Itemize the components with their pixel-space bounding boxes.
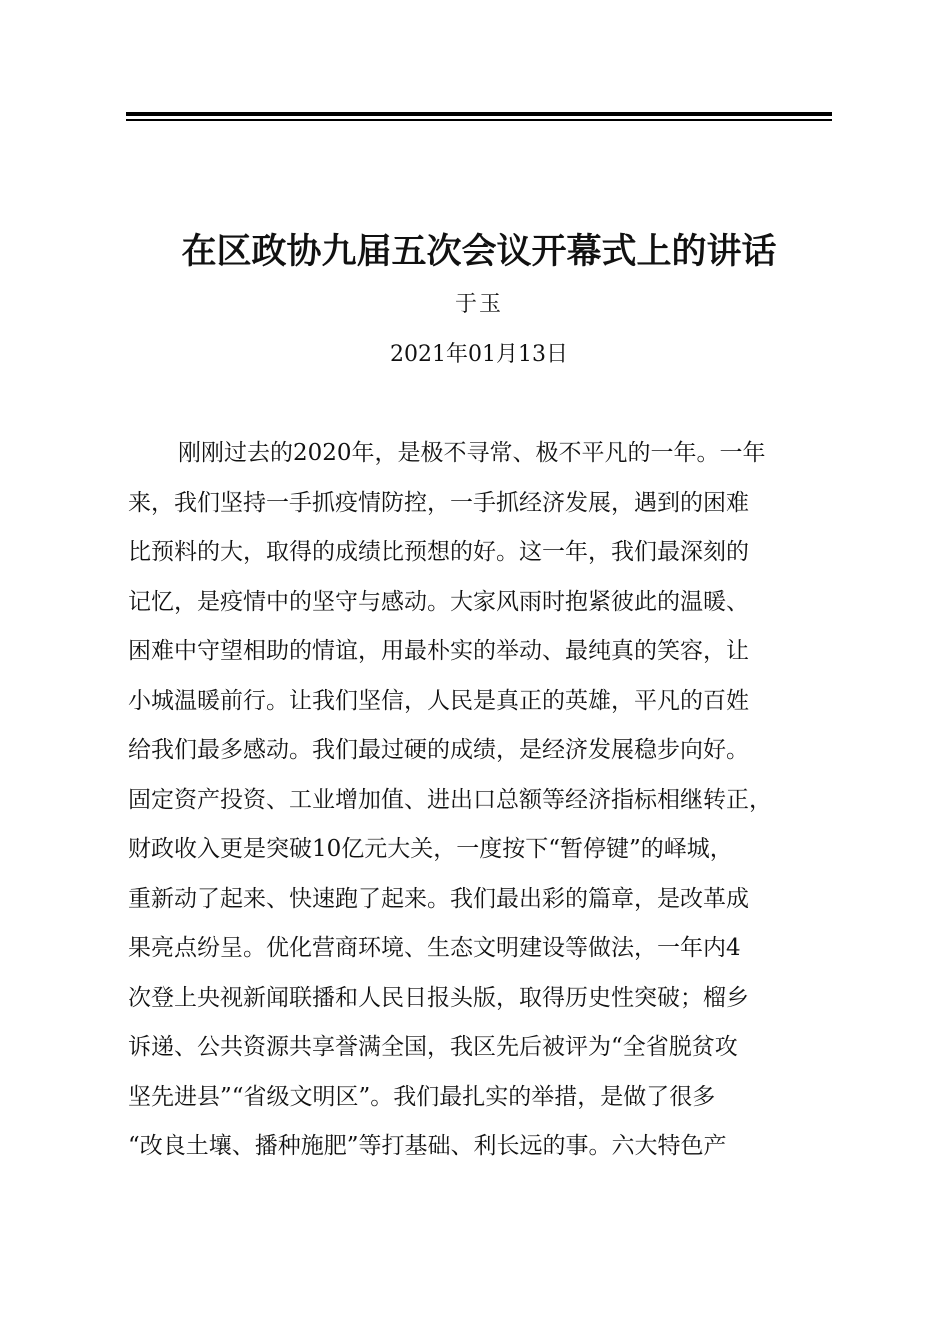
body-line: 比预料的大，取得的成绩比预想的好。这一年，我们最深刻的 bbox=[128, 539, 749, 565]
header-rule-thick bbox=[126, 112, 832, 116]
document-author: 于玉 bbox=[454, 292, 503, 317]
body-line: 次登上央视新闻联播和人民日报头版，取得历史性突破；榴乡 bbox=[128, 984, 749, 1011]
body-line: 困难中守望相助的情谊，用最朴实的举动、最纯真的笑容，让 bbox=[128, 638, 749, 664]
body-line: 固定资产投资、工业增加值、进出口总额等经济指标相继转正， bbox=[128, 786, 772, 813]
body-line: 诉递、公共资源共享誉满全国，我区先后被评为“全省脱贫攻 bbox=[128, 1034, 738, 1060]
body-line: 给我们最多感动。我们最过硬的成绩，是经济发展稳步向好。 bbox=[128, 737, 749, 763]
body-line: 刚刚过去的2020年，是极不寻常、极不平凡的一年。一年 bbox=[178, 440, 766, 466]
header-rule-thin bbox=[126, 119, 832, 121]
body-line: 财政收入更是突破10亿元大关，一度按下“暂停键”的峄城， bbox=[128, 836, 733, 862]
document-title: 在区政协九届五次会议开幕式上的讲话 bbox=[181, 232, 777, 272]
body-line: 来，我们坚持一手抓疫情防控，一手抓经济发展，遇到的困难 bbox=[128, 489, 749, 516]
body-line: 小城温暖前行。让我们坚信，人民是真正的英雄，平凡的百姓 bbox=[128, 687, 749, 714]
document-body bbox=[128, 433, 834, 1176]
body-line: 坚先进县”“省级文明区”。我们最扎实的举措，是做了很多 bbox=[128, 1083, 716, 1110]
body-line: 记忆，是疫情中的坚守与感动。大家风雨时抱紧彼此的温暖、 bbox=[128, 588, 749, 615]
document-date: 2021年01月13日 bbox=[390, 342, 568, 367]
body-line: 果亮点纷呈。优化营商环境、生态文明建设等做法，一年内4 bbox=[128, 935, 741, 961]
body-line: 重新动了起来、快速跑了起来。我们最出彩的篇章，是改革成 bbox=[128, 885, 749, 912]
body-line: “改良土壤、播种施肥”等打基础、利长远的事。六大特色产 bbox=[128, 1133, 727, 1159]
